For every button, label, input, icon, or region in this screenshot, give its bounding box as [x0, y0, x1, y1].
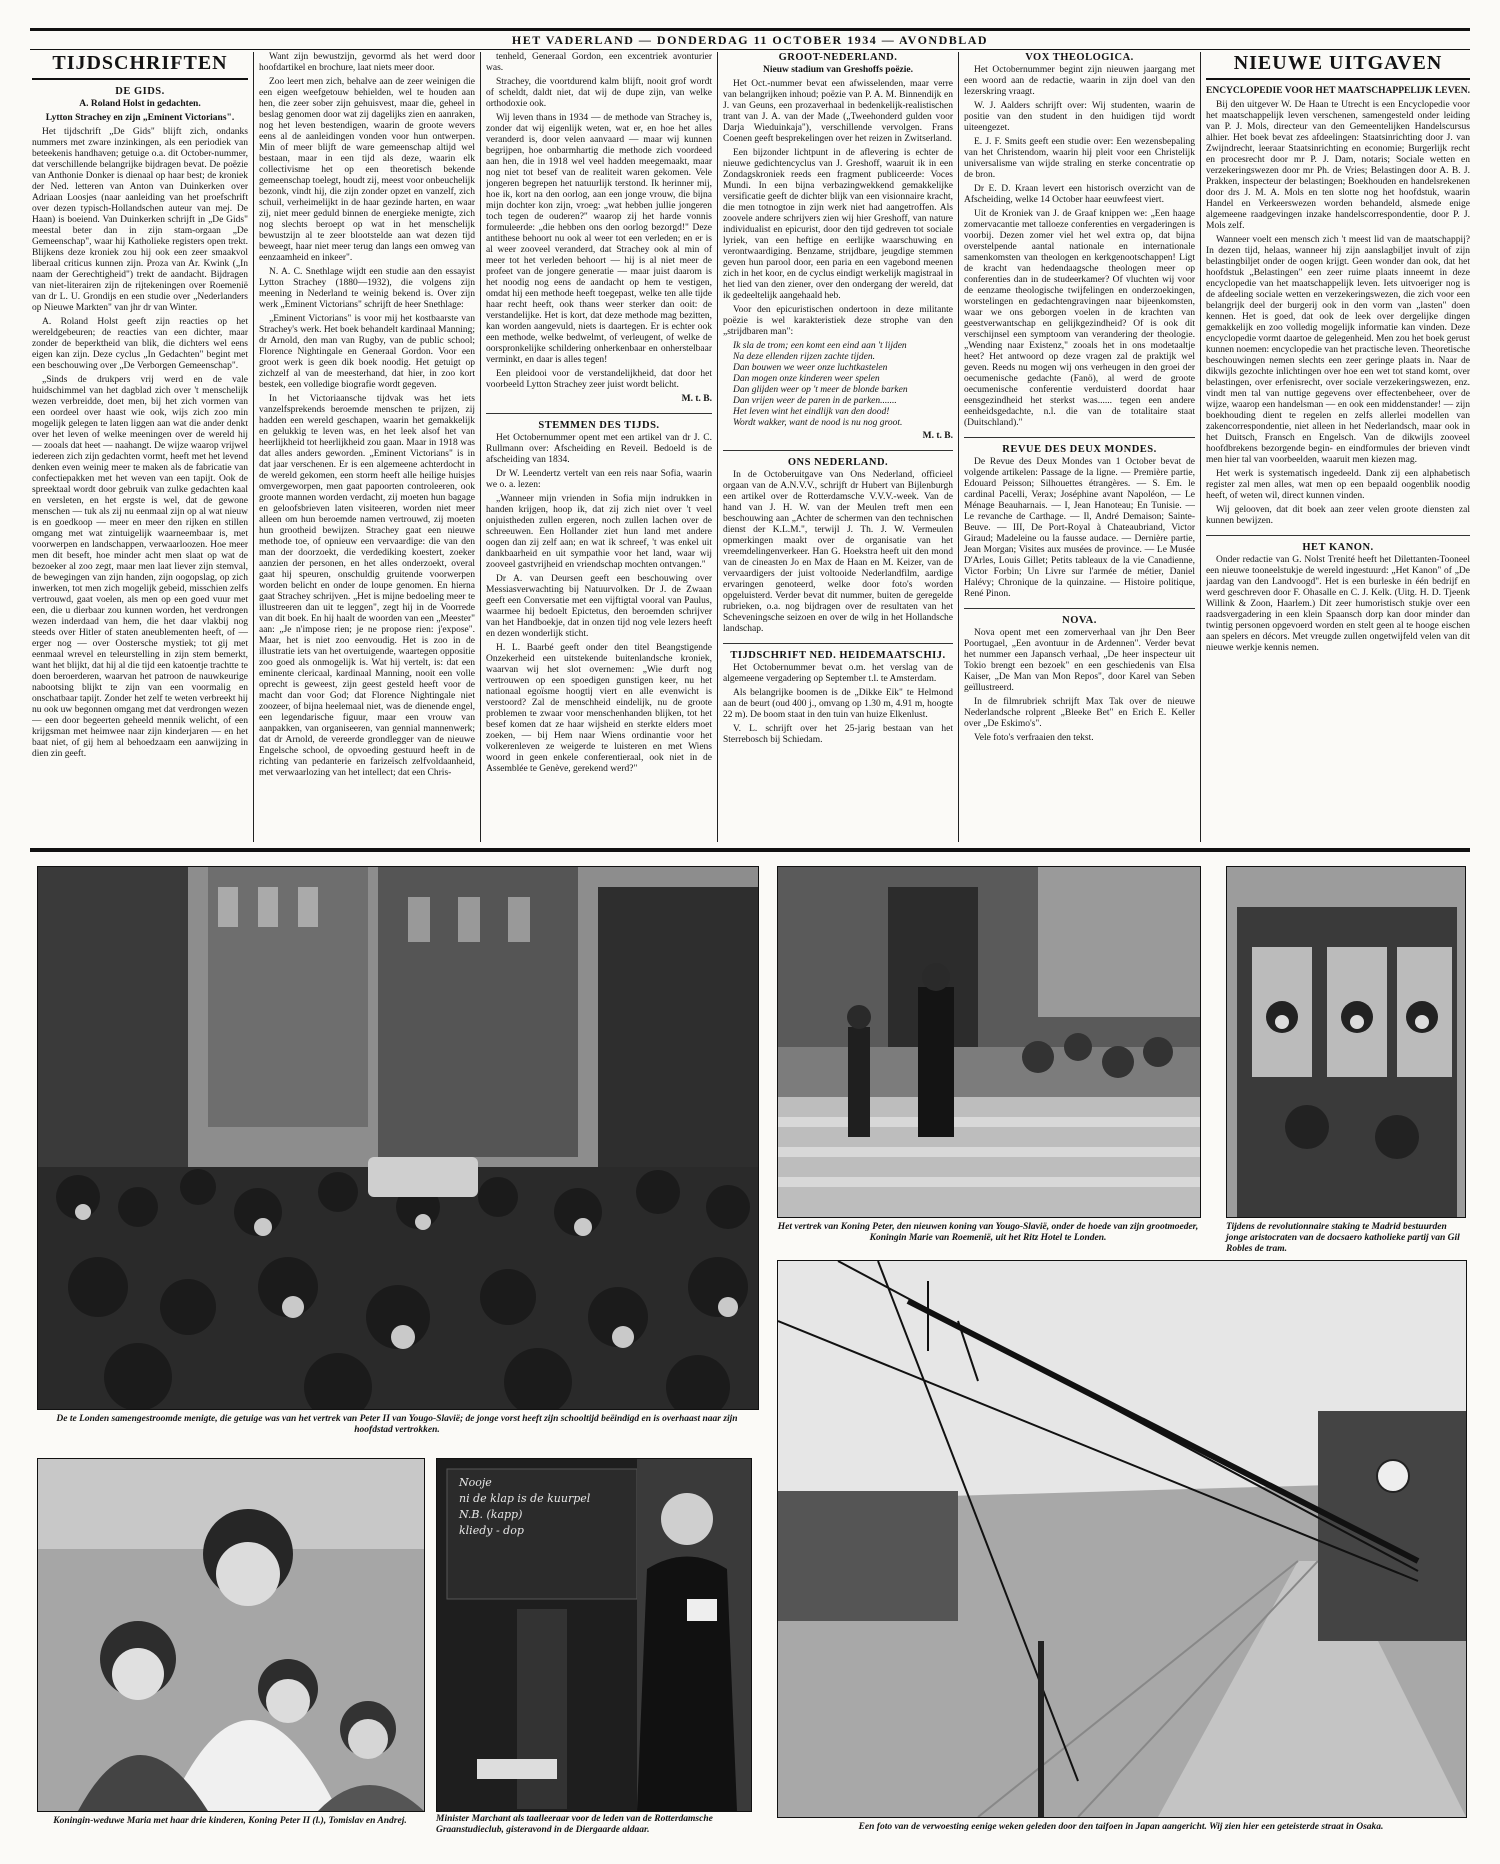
paragraph: Want zijn bewustzijn, gevormd als het werd door hoofdartikel en brochure, laat niets meer door.	[259, 52, 475, 73]
paragraph: In de filmrubriek schrijft Max Tak over de nieuwe Nederlandsche rolprent „Bleeke Bet" en Erich E. Keller over „De Eskimo's".	[964, 697, 1195, 729]
photo-queen-maria	[37, 1458, 425, 1812]
poem-line: Ik sla de trom; een komt een eind aan 't lijden	[733, 341, 907, 351]
subheading: Nieuw stadium van Greshoffs poëzie.	[763, 65, 913, 75]
photo-madrid-tram	[1226, 866, 1466, 1218]
chalkboard-line: kliedy - dop	[459, 1524, 524, 1537]
column-rule	[253, 52, 254, 842]
column-rule	[1200, 52, 1201, 842]
chalkboard-line: N.B. (kapp)	[459, 1508, 523, 1521]
chalkboard-line: ni de klap is de kuurpel	[459, 1492, 591, 1505]
paragraph: E. J. F. Smits geeft een studie over: Een wezensbepaling van het Christendom, waarin hij pleit voor een Christelijk universalisme van wijde straling en sterke concentratie op de bron.	[964, 137, 1195, 180]
paragraph: V. L. schrijft over het 25-jarig bestaan van het Sterrebosch bij Schiedam.	[723, 724, 953, 745]
paragraph: Dr E. D. Kraan levert een historisch overzicht van de Afscheiding, welke 14 October haar eeuwfeest viert.	[964, 184, 1195, 205]
divider	[486, 413, 712, 414]
divider	[723, 450, 953, 451]
poem-line: Na deze ellenden rijzen zachte tijden.	[733, 352, 875, 362]
caption-madrid-tram: Tijdens de revolutionnaire staking te Madrid bestuurden jonge aristocraten van de docsaero katholieke partij van Gil Robles de tram.	[1226, 1222, 1460, 1254]
paragraph: Onder redactie van G. Nolst Trenité heeft het Dilettanten-Tooneel een nieuwe tooneelstukje de wereld ingestuurd: „Het Kanon" of „De jaardag van den Landvoogd". Het is een burleske in één bedrijf en werd geschreven door F. Ohasalle en C. J. Kelk. (Uitg. H. D. Tjeenk Willink & Zoon, Haarlem.) Dit zeer humoristisch stukje over een raadsvergadering in een klein Spaansch dorp kan door minder dan twintig personen opgevoerd worden en stelt geen al te hooge eischen aan spelers en décors. Met vreugde zullen ongetwijfeld velen van dit nieuwe werkje kennis nemen.	[1206, 555, 1470, 653]
typhoon-image	[778, 1261, 1466, 1817]
paragraph: „Sinds de drukpers vrij werd en de vale huidschimmel van het dagblad zich over 't menschelijk wezen verbreidde, doet men, bij het zich vormen van een oordeel over haast wie ook, wijs zich zoo min mogelijk gelegen te laten liggen aan wat die ander denkt over het leven of welke meeningen over de wereld hij — zooals dat heet — naahangt. De wijze waarop vrijwel iedereen zich zijn gedachten vormt, heeft met het levend denken even weinig meer te maken als de fabricatie van confectiepakken met het weven van een tapijt. Ook de spreektaal wordt door gebruik van zulke gedachten kaal en versleten, en het ergste is wel, dat de gewone menschen — tuk als zij nu eenmaal zijn op al wat nieuw is en goedkoop — meer en meer den rijken en stillen omgang met wat zintuigelijk waarneembaar is, met voorwerpen en landschappen, verwaarloozen. Hoe meer men dit beseft, hoe minder acht men slaat op wat de bezoeker al zoo zegt, maar men laat liever zijn stemval, de bewegingen van zijn handen, zijn oogopslag, op zich inwerken, tot men zich mogelijk gebeid, misschien zelfs vertrouwd, gaat voelen, als men op een goed vuur met een, die u dierbaar zou kunnen worden, het verdrongen wezen inderdaad van hem, die het daar vlakbij nog steeds over Hitler of staten aneublementen heeft, of — erger nog — over Oostersche mystiek; tot gij met eenmaal wrevel en teleurstelling in zijn stem bemerkt, want het blijkt, dat hij al die tijd een katoentje trachtte te doen beroerderen, waarvan het patroon de nauwkeurige nabootsing blijkt te zijn van een voormalig en onschatbaar tapijt. Zonder het zelf te weten verbreekt hij nu ook uw begonnen omgang met dat verdrongen wezen — een door begeerten geheeld mennik welicht, of een krijgsman met heimwee naar zijn kinderjaren — en het baat niet, of gij hem al behoedzaam een aanwijzing in dien zin geeft.	[32, 375, 248, 759]
paragraph: Het Oct.-nummer bevat een afwisselenden, maar verre van belangrijken inhoud; poëzie van P. A. M. Binnendijk en J. van Geuns, een prozaverhaal in bedenkelijk-realistischen trant van J. A. van der Made („Tweehonderd gulden voor Darja Wieduinkaja"), verschillende vervolgen. Frans Coenen geeft besprekelingen over het reizen in Zwitserland.	[723, 79, 953, 144]
paragraph: Voor den epicuristischen ondertoon in deze militante poëzie is wel karakteristiek deze strophe van den „strijdbaren man":	[723, 305, 953, 337]
paragraph: Dr A. van Deursen geeft een beschouwing over Messiasverwachting bij Natuurvolken. Dr J. de Zwaan geeft een Conversatie met een vijftigtal vooral van Paulus, waarmee hij bedoelt Epictetus, den beroemden schrijver van het Handboekje, dat in onzen tijd nog vele lezers heeft en dezen wonderlijk sticht.	[486, 574, 712, 639]
paragraph: Een pleidooi voor de verstandelijkheid, dat door het voorbeeld Lytton Strachey zeer juist wordt belicht.	[486, 369, 712, 390]
portrait-image	[38, 1459, 424, 1811]
poem-line: Het leven wint het eindlijk van den dood!	[733, 407, 890, 417]
paragraph: Als belangrijke boomen is de „Dikke Eik" te Helmond aan de beurt (oud 400 j., omvang op 1.30 m, 4.91 m, hoogte 22 m). De boom staat in den tuin van huize Elkenlust.	[723, 688, 953, 720]
chalkboard-line: Nooje	[459, 1476, 492, 1489]
caption-osaka-typhoon: Een foto van de verwoesting eenige weken geleden door den taifoen in Japan aangericht. Wij zien hier een geteisterde straat in Osaka.	[858, 1822, 1384, 1832]
paragraph: W. J. Aalders schrijft over: Wij studenten, waarin de positie van den student in den huidigen tijd wordt uiteengezet.	[964, 101, 1195, 133]
section-heading-nieuwe-uitgaven: NIEUWE UITGAVEN	[1206, 52, 1470, 80]
paragraph: Het Octobernummer begint zijn nieuwen jaargang met een woord aan de redactie, waarin in zijn doel van den lezerskring vraagt.	[964, 65, 1195, 97]
paragraph: In de Octoberuitgave van Ons Nederland, officieel orgaan van de A.N.V.V., schrijft dr Hubert van Bijlenburgh een artikel over de Rotterdamsche V.V.V.-week. Van de hand van J. H. W. van der Meulen treft men een beschouwing aan „Achter de schermen van den technischen dienst der K.L.M.", terwijl J. Th. J. W. Vermeulen opmerkingen maakt over de organisatie van het vreemdelingenverkeer. Han G. Hoekstra heeft uit den mond van de cineasten Jo en Max de Haan en M. Keizer, van de vervaardigers der juist voltooide Nederlandfilm, aardige ervaringen genoteerd, welke door foto's worden opgeluisterd. Verder bevat dit nummer, buiten de geregelde rubrieken, o.a. nog bijdragen over de resultaten van het Scheveningsche seizoen en over de wilg in het Hollandsche landschap.	[723, 470, 953, 634]
divider	[723, 643, 953, 644]
section-heading-revue-des-deux-mondes: REVUE DES DEUX MONDES.	[1002, 444, 1157, 455]
column-nieuwe-uitgaven	[1206, 52, 1470, 844]
poem-line: Wordt wakker, want de nood is nu nog groot.	[733, 418, 903, 428]
column-4	[723, 52, 953, 844]
subheading: A. Roland Holst in gedachten.	[79, 99, 201, 109]
paragraph: N. A. C. Snethlage wijdt een studie aan den essayist Lytton Strachey (1880—1932), die volgens zijn meening in Nederland te weinig bekend is. Over zijn werk „Eminent Victorians" schrijft de heer Snethlage:	[259, 267, 475, 310]
horizontal-divider	[30, 848, 1470, 852]
paragraph: „Eminent Victorians" is voor mij het kostbaarste van Strachey's werk. Het boek behandelt kardinaal Manning; dr Arnold, den man van Rugby, van de public school; Florence Nightingale en Generaal Gordon. Voor een groot werk is geen dik boek noodig. Het getuigt op zichzelf al van de meesterhand, dat hier, in zoo kort bestek, een volledige biografie wordt gegeven.	[259, 314, 475, 390]
divider	[1206, 535, 1470, 536]
paragraph: Het Octobernummer bevat o.m. het verslag van de algemeene vergadering op September t.l. te Amsterdam.	[723, 663, 953, 684]
photo-osaka-typhoon	[777, 1260, 1467, 1818]
signature: M. t. B.	[681, 394, 712, 404]
masthead: HET VADERLAND — DONDERDAG 11 OCTOBER 1934 — AVONDBLAD	[30, 28, 1470, 50]
section-heading-het-kanon: HET KANON.	[1302, 542, 1374, 553]
divider	[964, 437, 1195, 438]
crowd-image	[38, 867, 758, 1409]
section-heading-heidemaatschappij: TIJDSCHRIFT NED. HEIDEMAATSCHIJ.	[730, 650, 946, 661]
paragraph: Vele foto's verfraaien den tekst.	[974, 733, 1094, 743]
paragraph: Bij den uitgever W. De Haan te Utrecht is een Encyclopedie voor het maatschappelijk leven verschenen, samengesteld onder leiding van P. J. Mols, directeur van den Gemeentelijken Handelscursus alhier. Het boek bevat zes afdeelingen: Staatsinrichting door J. van Zwijndrecht, leeraar Staatsinrichting en economie; Burgerlijk recht en procesrecht door mr P. J. Dam, notaris; Sociale wetten en verzekeringswezen door mr Ph. de Vries; Belastingen door A. B. J. Prakken, inspecteur der belastingen; Boekhouden en handelsrekenen door drs J. M. A. Mols en ten slotte nog het hoofdstuk, waarin Handel en Verkeerswezen worden behandeld, alsmede enige algemeene raadgevingen inzake handelscorrespondentie, door P. J. Mols zelf.	[1206, 100, 1470, 231]
poem-line: Dan mogen onze kinderen weer spelen	[733, 374, 880, 384]
departure-image	[778, 867, 1200, 1217]
paragraph: Het tijdschrift „De Gids" blijft zich, ondanks nummers met zware inzinkingen, als een periodiek van beteekenis handhaven; getuige o.a. dit October-nummer, dat verschillende belangrijke bijdragen bevat. De poëzie van Anthonie Donker is dienaal op haar best; de kroniek der Ned. letteren van Anton van Duinkerken over Adriaan Loosjes (naar aanleiding van het proefschrift over dezen typisch-Hollandschen auteur van mej. De Haan) is boeiend. Van Duinkerken schrijft in „De Gids" meestal beter dan in zijn stam-orgaan „De Gemeenschap", waar hij Katholieke registers open trekt. Blijkens deze kroniek zou hij ook een zeer smaakvol liberaal criticus kunnen zijn. Proza van Ar. Kwink („In naam der Gerechtigheid") trekt de aandacht. Bijdragen van niet-literairen zijn de rijtekeningen over Roemenië van dr L. U. Grondijs en een studie over „Nederlanders op Nieuwe Markten" van jhr dr van Winter.	[32, 127, 248, 313]
column-2	[259, 52, 475, 844]
section-heading-vox-theologica: VOX THEOLOGICA.	[1025, 52, 1134, 63]
paragraph: tenheld, Generaal Gordon, een excentriek avonturier was.	[486, 52, 712, 73]
paragraph: De Revue des Deux Mondes van 1 October bevat de volgende artikelen: Passage de la ligne. — Première partie, Edouard Peisson; Silhouettes étrangères. — S. Em. le cardinal Pacelli, Verax; Joséphine avant Napoléon, — Le Ménage Beauharnais. — I, Jean Hanoteau; En Tunisie. — Le revanche de Carthage. — Il, André Demaison; Sainte-Beuve. — III, De Port-Royal à Chateaubriand, Victor Giraud; Madeleine ou la fausse audace. — Dernière partie, Jean Morgan; Visites aux musées de province. — Le Musée D'Arles, Louis Gillet; Petits tableaux de la vie Canadienne, Victor Forbin; Un Livre sur l'armée de métier, Daniel Halévy; Chronique de la quinzaine. — Histoire politique, René Pinon.	[964, 457, 1195, 599]
column-5	[964, 52, 1195, 844]
paragraph: In het Victoriaansche tijdvak was het iets vanzelfsprekends beroemde menschen te prijzen, zij hadden een wereld geschapen, waarin het gemakkelijk en gelukkig te leven was, en het leek alsof het van heerlijkheid tot heerlijkheid zou gaan. Maar in 1918 was dat alles anders geworden. „Eminent Victorians" is in dat jaar verschenen. Er is een algemeene achterdocht in de wereld gekomen, een storm heeft alle heilige huisjes omvergeworpen, men gaat papoorten controleeren, ook groote mannen worden verdacht, zij moeten hun bagage en geloofsbrieven laten visiteeren, worden niet meer alleen om hun beroemde namen vertrouwd, zij moeten hun grootheid bewijzen. Strachey gaat een nieuwe methode toe, of opnieuw een vervaardige: die van den man der doorzoekt, die verdediking koestert, zoeker aanzien der personen, en het alles onderzoekt, overal gaat hij speuren, onschuldig gruitende voorwerpen worden belicht en onder de loupe genomen. En hierna gaat Strachey schrijven. „Het is mijne bedoeling meer te illustreeren dan uit te leggen", zegt hij in de Voorrede van dit boek. En hij haalt de woorden van een „Meester" aan: „Je n'impose rien; je ne propose rien: j'expose". Maar, het is niet zoo eenvoudig. Het is zoo in de illustratie iets van het overtuigende, waartegen oppositie zoo goed als onmogelijk is. Wat hij vertelt, is: dat een eminente clericaal, kardinaal Manning, nooit een volle oprecht is geweest, zijn geest gesteld heeft voor de macht dan voor God; dat Florence Nightingale niet zoozeer, of bijna heelemaal niet, was de dienende engel, een legendarische figuur, maar een vrouw van aanpakken, van organiseeren, van gennial mannenwerk; dat dr Arnold, de vereerde grondlegger van de nieuwe Engelsche school, de opvoeding gestuurd heeft in de richting van pedanterie en farizeïsch zelfvoldaanheid, met verwaarlozing van het intellect; dat een Chris-	[259, 394, 475, 778]
column-rule	[480, 52, 481, 842]
paragraph: Zoo leert men zich, behalve aan de zeer weinigen die een eigen weefgetouw behielden, wel te houden aan hen, die zeer sober zijn gehuisvest, maar die, geheel in beslag genomen door wat zij dagelijks zien en aanraken, nog het leven bestendigen, waarin de groote wevers eens al de aanleidingen vonden voor hun ontwerpen. Min of meer blijft de ware gemeenschap altijd wel bestaan, maar in een tijd als deze, waarin elk collectivisme het op een theoretisch bekende gemeenschap toelegt, houdt zij, meest voor onbeuchelijk bezonk, vindt hij, die zijn zonder opzet en vanzelf, zich schuil, verheimelijkt in de haar gezinde harten, en waar zij, niet meer geduld binnen de energieke menigte, zich nog slechts beroept op wat in het menschelijk bewustzijn al te zeer blootstelde aan wat dezen tijd beweegt, haar niet meer terug dan langs een omweg van eenzaamheid en inkeer".	[259, 77, 475, 263]
section-heading-ons-nederland: ONS NEDERLAND.	[787, 457, 889, 468]
poem-line: Dan bouwen we weer onze luchtkastelen	[733, 363, 888, 373]
subheading: Lytton Strachey en zijn „Eminent Victorians".	[45, 113, 235, 123]
column-3	[486, 52, 712, 844]
column-rule	[717, 52, 718, 842]
photo-minister-marchant	[436, 1458, 752, 1812]
poem-stanza	[723, 341, 953, 429]
paragraph: Een bijzonder lichtpunt in de aflevering is echter de nieuwe gedichtencyclus van J. Greshoff, waaruit ik in een Zondagskroniek reeds een fragment publiceerde: Voces Mundi. In een bijna verbazingwekkend gemakkelijke versificatie geeft de dichter blijk van een visionnaire kracht, die men totnogtoe in zijn werk niet had aangetroffen. Als zoovele andere schrijvers zien wij hier Greshoff, van nature individualist en epicurist, door den tijd gedreven tot sociale lyriek, van een heftige en eerlijke waarschuwing en verontwaardiging. Benzame, strijdbare, jeugdige stemmen geven hun parool door, een paria en een vagebond meenen zich in het koor, en de cyclus eindigt werkelijk magistraal in het lied van den ziener, over den ondergang der wereld, dat ik gedeeltelijk aangehaald heb.	[723, 148, 953, 301]
signature: M. t. B.	[922, 431, 953, 441]
paragraph: A. Roland Holst geeft zijn reacties op het wereldgebeuren; de reacties van een dichter, maar zonder de beperktheid van blik, die dichters wel eens eigen kan zijn. Deze cyclus „In Gedachten" begint met een beschouwing over „De Verborgen Gemeenschap".	[32, 317, 248, 371]
paragraph: Nova opent met een zomerverhaal van jhr Den Beer Poortugael, „Een avontuur in de Ardennen". Verder bevat het nummer een Japansch verhaal, „De heer inspecteur uit Tokio brengt een bezoek" en een geschiedenis van Elsa Kaiser, „De Man van Mon Repos", door Karel van Seben geïllustreerd.	[964, 628, 1195, 693]
caption-queen-maria: Koningin-weduwe Maria met haar drie kinderen, Koning Peter II (l.), Tomislav en Andrej.	[53, 1816, 407, 1826]
section-heading-tijdschriften: TIJDSCHRIFTEN	[32, 52, 248, 80]
caption-king-peter-departure: Het vertrek van Koning Peter, den nieuwen koning van Yougo-Slavië, onder de hoede van zijn grootmoeder, Koningin Marie van Roemenië, uit het Ritz Hotel te Londen.	[777, 1222, 1199, 1243]
chalkboard-text	[459, 1475, 639, 1539]
section-heading-groot-nederland: GROOT-NEDERLAND.	[778, 52, 898, 63]
section-heading-stemmen-des-tijds: STEMMEN DES TIJDS.	[538, 420, 660, 431]
paragraph: „Wanneer mijn vrienden in Sofia mijn indrukken in handen krijgen, hoop ik, dat zij zich niet over 't veel onjuistheden zullen ergeren, noch zullen lachen over de schreeuwen. Een Hollander ziet hun land met andere oogen dan zij zelf aan; en wat ik schreef, 't was enkel uit dankbaarheid en uit sympathie voor het land, waar wij zooveel gastvrijheid en vriendschap mochten ontvangen."	[486, 494, 712, 570]
paragraph: Het werk is systematisch ingedeeld. Dank zij een alphabetisch register zal men alles, wat men op een bepaald oogenblik noodig heeft, of weten wil, direct kunnen vinden.	[1206, 469, 1470, 501]
subheading: ENCYCLOPEDIE VOOR HET MAATSCHAPPELIJK LEVEN.	[1206, 86, 1470, 96]
divider	[964, 608, 1195, 609]
section-heading-de-gids: DE GIDS.	[115, 86, 165, 97]
paragraph: Wij leven thans in 1934 — de methode van Strachey is, zonder dat wij eigenlijk weten, wat er, en hoe het alles veranderd is, door velen aanvaard — maar wij kunnen begrijpen, hoe onbarmhartig die methode zich voordeed aan hen, die in 1918 wel veel hadden meegemaakt, maar nog niet tot besef van de realiteit waren gekomen. Vele jongeren begrepen het natuurlijk terstond. Ik herinner mij, hoe ik, kort na den oorlog, aan een jonge vrouw, die bijna mijn dochter kon zijn, vroeg: „wat hebben jullie jongeren toch tegen de ouderen?" waarop zij het harde vonnis formuleerde: „die hebben ons den oorlog bezorgd!" Deze antithese behoort nu ook al weer tot een verleden; en er is al weer zooveel veranderd, dat Strachey ook al min of meer tot het verleden behoort — hij is al niet meer de profeet van de jongere generatie — maar juist daarom is het noodig nog eens de aandacht op hem te vestigen, omdat hij een methode heeft toegepast, welke ten alle tijde haar recht heeft, ook thans weer sterker dan ooit: de verstandelijke. Het is kort, dat deze methode mag bezitten, kan worden aangevuld, niets is daartegen. Er is echter ook een methode, welke bedwelmt, of verleugent, of welke de oorspronkelijke schildering onherkenbaar en onherstelbaar verminkt, en daar is alles tegen!	[486, 113, 712, 365]
paragraph: Dr W. Leendertz vertelt van een reis naar Sofia, waarin we o. a. lezen:	[486, 469, 712, 490]
paragraph: H. L. Baarbé geeft onder den titel Beangstigende Onzekerheid een uitstekende buitenlandsche kroniek, waarvan wij het slot overnemen: „Wie durft nog vertrouwen op een spoedigen gunstigen keer, nu het nationaal egoïsme hoogtij viert en alle evenwicht is verstoord? Zal de menschheid eindelijk, nu de groote problemen te zwaar voor menschenhanden blijken, tot het besef komen dat ze haar wijsheid en sterkte elders moet zoeken, — bij Hem naar Wiens ordinantie voor het volkerenleven ze weigerde te luisteren en met Wiens woord in geen enkele conferentieraal, ook niet in de Assemblée te Genève, gerekend werd?"	[486, 643, 712, 774]
poem-line: Dan glijden weer op 't meer de blonde barken	[733, 385, 908, 395]
poem-line: Dan vrijen weer de paren in de parken.......	[733, 396, 897, 406]
section-heading-nova: NOVA.	[1062, 615, 1097, 626]
photo-king-peter-departure	[777, 866, 1201, 1218]
tram-image	[1227, 867, 1465, 1217]
paragraph: Het Octobernummer opent met een artikel van dr J. C. Rullmann over: Afscheiding en Reveil. Bedoeld is de afscheiding van 1834.	[486, 433, 712, 465]
caption-minister-marchant: Minister Marchant als taalleeraar voor de leden van de Rotterdamsche Graanstudieclub, gisteravond in de Diergaarde aldaar.	[436, 1814, 713, 1835]
photo-london-crowd	[37, 866, 759, 1410]
column-rule	[958, 52, 959, 842]
column-tijdschriften	[32, 52, 248, 844]
paragraph: Strachey, die voortdurend kalm blijft, nooit grof wordt of scheldt, daldt niet, dat wij de dupe zijn, van welke orthodoxie ook.	[486, 77, 712, 109]
paragraph: Wij gelooven, dat dit boek aan zeer velen groote diensten zal kunnen bewijzen.	[1206, 505, 1470, 526]
caption-london-crowd: De te Londen samengestroomde menigte, die getuige was van het vertrek van Peter II van Yougo-Slavië; de jonge vorst heeft zijn schooltijd beëindigd en is overhaast naar zijn hoofdstad vertrokken.	[56, 1414, 738, 1435]
paragraph: Uit de Kroniek van J. de Graaf knippen we: „Een haage zomervacantie met talloeze conferenties en vergaderingen is voorbij. Dezen zomer viel het wel extra op, dat bijna overstelpende aantal nationale en internationale samenkomsten van theologen en kerkgenootschappen! Ligt de kracht van hedendaagsche theologen meer op conferenties dan in de studeerkamer? Of vluchten wij voor de eenzame theologische twijfelingen en onderzoekingen, worstelingen en gedachtengravingen naar bijeenkomsten, waar we ons geborgen voelen in de krachten van geestverwantschap en gelijkgezindheid? Of is ook dit verschijnsel een symptoom van verandering der theologie. „Wending naar Existenz," zooals het in ons modetaaltje heet? Het antwoord op deze vragen zal de praktijk wel geven. Reeds nu mogen wij ons verheugen in den groei der oecumenische gedachte (Fanö), al werd de groote oecumenische conferentie verduisterd doordat haar eensgezindheid het sterkst was...... tegen een andere eenheidsgedachte, n.l. die van de totalitaire staat (Duitschland)."	[964, 209, 1195, 428]
paragraph: Wanneer voelt een mensch zich 't meest lid van de maatschappij? In dezen tijd, helaas, wanneer hij zijn aanslagbiljet invult of zijn belastingbiljet onder de oogen krijgt. Geen wonder dan ook, dat het hoofdstuk „Belastingen" een zeer ruime plaats inneemt in deze encyclopedie van het maatschappelijk leven. Iets uitvoeriger nog is de afdeeling sociale wetten en verzekeringswezen, die zich voor een belangrijk deel der burgerij ook in den vorm van „lasten" doen kennen. Het is goed, dat ook de leek over dergelijke dingen gemakkelijk en zoo volledig mogelijk informatie kan vinden. Deze encyclopedie vormt daartoe de gelegenheid. Men zou het boek gerust kunnen noemen: encyclopedie van het practische leven. Theoretische beschouwingen nemen slechts een zeer geringe plaats in. Naar de dikwijls gezochte inlichtingen over hoe een wet tot stand komt, over belastingen, over erfenisrecht, over sociale verzekeringswezen, enz. vindt men tal van nuttige gegevens over effectenbeheer, over de wijze, waarop een handelsman — en ook een middenstander! — zijn boekhouding dient te regelen en zelfs allerlei modellen van zakencorrespondentie, niet alleen in het Nederlandsch, maar ook in het Duitsch, Fransch en Engelsch. Van de dikwijls zooveel hoofdbrekens bezorgende begin- en eindformules der brieven vindt men hier tal van voorbeelden, waaruit men kiezen mag.	[1206, 235, 1470, 465]
